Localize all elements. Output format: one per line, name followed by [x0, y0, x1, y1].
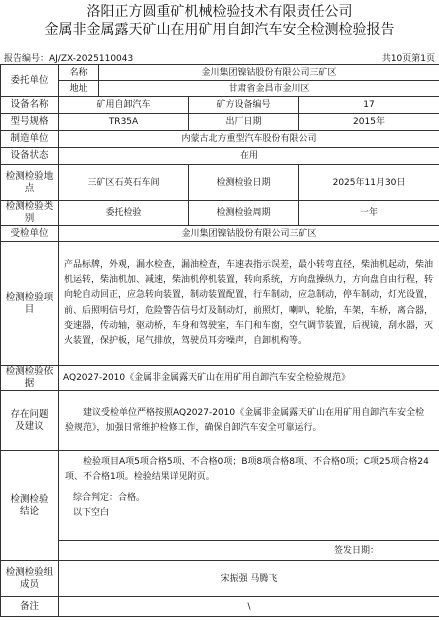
client-label: 委托单位: [1, 65, 59, 97]
maker: 内蒙古北方重型汽车股份有限公司: [59, 131, 439, 148]
team-label-line1: 检测检验组: [5, 566, 54, 578]
factory-date: 2015年: [299, 114, 439, 131]
team-members: 宋振强 马腾飞: [59, 561, 439, 597]
opinion-label-line2: 及建议: [15, 420, 44, 432]
period: 一年: [299, 201, 439, 226]
report-table: [0, 64, 439, 617]
client-address: 甘肃省金昌市金川区: [99, 81, 439, 97]
model: TR35A: [59, 114, 189, 131]
location-label: 检测检验地点: [1, 165, 59, 201]
page-info: 共10页第1页: [381, 54, 435, 64]
conclusion-text: 检验项目A项5项合格5项、不合格0项；B项8项合格8项、不合格0项；C项25项合格24项、不合格1项。检验结果详见附页。: [65, 457, 429, 482]
client-name-label: 名称: [59, 65, 99, 81]
inspection-date: 2025年11月30日: [299, 165, 439, 201]
mine-no-label: 矿方设备编号: [189, 97, 299, 114]
conclusion-label-line1: 检测检验: [10, 493, 49, 505]
remark-label: 备注: [1, 597, 59, 617]
inspected-unit: 金川集团镍钴股份有限公司三矿区: [59, 226, 439, 242]
team-label: [1, 561, 59, 597]
opinion-text: 建议受检单位严格按照AQ2027-2010《金属非金属露天矿山在用矿用自卸汽车安全检验规范》，加强日常维护检修工作，确保自卸汽车安全可靠运行。: [59, 391, 439, 451]
model-label: 型号规格: [1, 114, 59, 131]
period-label: 检测检验周期: [189, 201, 299, 226]
category: 委托检验: [59, 201, 189, 226]
blank-note: 以下空白: [73, 508, 110, 518]
issue-date-label: 签发日期：: [59, 541, 439, 561]
client-address-label: 地址: [59, 81, 99, 97]
mine-no: 17: [299, 97, 439, 114]
client-name: 金川集团镍钴股份有限公司三矿区: [99, 65, 439, 81]
factory-date-label: 出厂日期: [189, 114, 299, 131]
company-name: 洛阳正方圆重矿机械检验技术有限责任公司: [86, 4, 353, 20]
team-label-line2: 成员: [19, 578, 39, 590]
conclusion-label-line2: 结论: [19, 505, 39, 517]
overall-judgement: 综合判定：合格。: [73, 493, 146, 503]
opinion-label: [1, 391, 59, 451]
maker-label: 制造单位: [1, 131, 59, 148]
conclusion-label: [1, 451, 59, 561]
conclusion-cell: [59, 451, 439, 541]
category-label: 检测检验类别: [1, 201, 59, 226]
report-number: 报告编号：AJ/ZX-2025110043: [4, 54, 134, 64]
report-title: 金属非金属露天矿山在用矿用自卸汽车安全检测检验报告: [44, 22, 395, 38]
basis-label: 检测检验依据: [1, 366, 59, 391]
opinion-label-line1: 存在问题: [10, 408, 49, 420]
inspection-items: 产品标牌，外观，漏水检查，漏油检查，车速表指示误差，最小转弯直径，柴油机起动，柴油机运转，柴油机加、减速，柴油机停机装置，转向系统，方向盘操纵力，方向盘自由行程，转向轮自动回正，应急转向装置，制动装置配置，行车制动，应急制动，停车制动，灯光设置，前、后照明信号灯，危险警告信号灯及制动灯，前照灯，喇叭，轮胎，车架，车桥，离合器，变速器，传动轴，驱动桥，车身和驾驶室，车门和车窗，空气调节装置，后视镜，刮水器，灭火装置，保护板，尾气排放，驾驶员耳旁噪声，自卸机构等。: [59, 242, 439, 366]
remark: \: [59, 597, 439, 617]
items-label: 检测检验项目: [1, 242, 59, 366]
equipment-status: 在用: [59, 148, 439, 165]
status-label: 设备状态: [1, 148, 59, 165]
inspected-unit-label: 受检单位: [1, 226, 59, 242]
equipment-name: 矿用自卸汽车: [59, 97, 189, 114]
inspection-basis: AQ2027-2010《金属非金属露天矿山在用矿用自卸汽车安全检验规范》: [59, 366, 439, 391]
location: 三矿区石英石车间: [59, 165, 189, 201]
inspection-date-label: 检测检验日期: [189, 165, 299, 201]
equipment-name-label: 设备名称: [1, 97, 59, 114]
